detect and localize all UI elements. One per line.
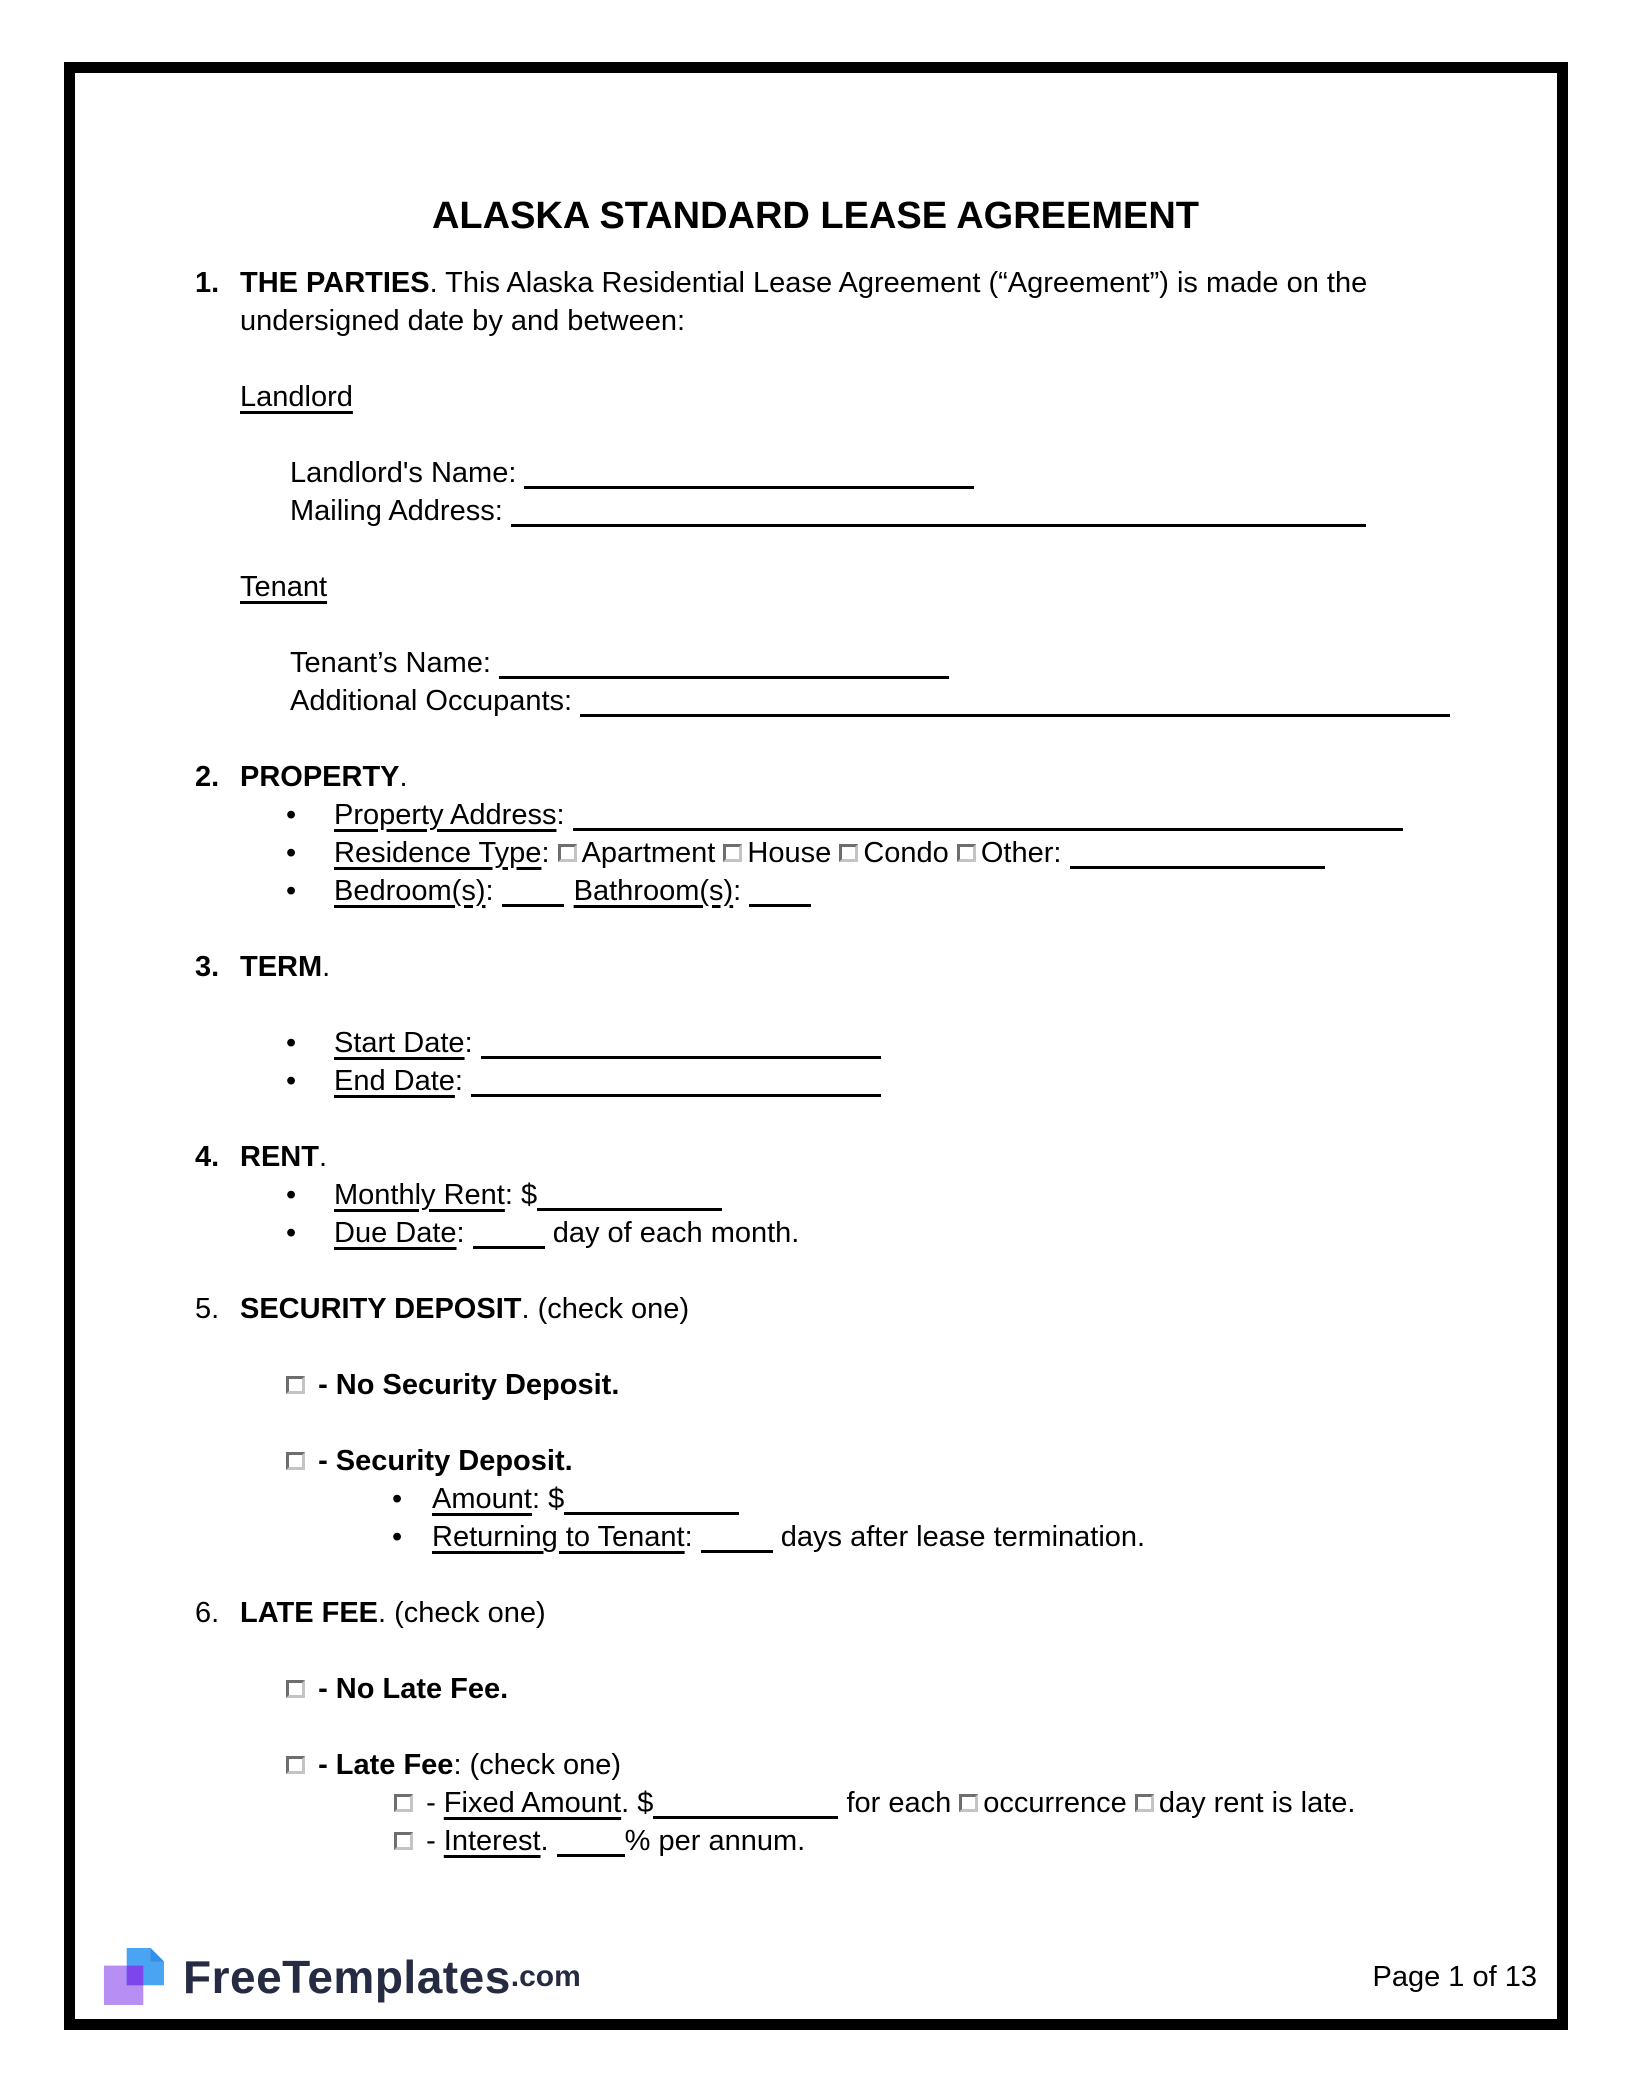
tenant-name-line: [76, 644, 1555, 682]
section-6-heading-tail: . (check one): [378, 1597, 546, 1629]
bathrooms-blank[interactable]: [749, 874, 811, 907]
section-2-period: .: [399, 761, 408, 793]
bullet-icon: •: [286, 1179, 297, 1211]
spacer: [76, 416, 1555, 454]
fixed-amount-blank[interactable]: [653, 1786, 838, 1819]
spacer: [76, 1632, 1555, 1670]
security-deposit-label: - Security Deposit.: [318, 1445, 573, 1477]
page-number: Page 1 of 13: [1372, 1960, 1537, 1993]
spacer: [76, 1100, 1555, 1138]
bullet-icon: •: [286, 799, 297, 831]
spacer: [76, 1252, 1555, 1290]
section-1-heading: THE PARTIES: [240, 267, 430, 299]
house-checkbox[interactable]: [723, 844, 742, 862]
house-option-label: House: [747, 837, 832, 869]
deposit-amount-label: Amount: [432, 1483, 532, 1515]
mailing-address-blank[interactable]: [511, 494, 1366, 527]
landlord-header-line: [76, 378, 1555, 416]
occurrence-label: occurrence: [983, 1787, 1127, 1819]
no-security-deposit-checkbox[interactable]: [286, 1376, 305, 1394]
end-date-blank[interactable]: [471, 1064, 881, 1097]
bullet-icon: •: [392, 1483, 403, 1515]
fixed-amount-line: [76, 1784, 1555, 1822]
late-fee-label: - Late Fee: [318, 1749, 454, 1781]
fixed-amount-label: Fixed Amount: [443, 1787, 622, 1819]
other-residence-blank[interactable]: [1070, 836, 1325, 869]
no-late-fee-line: [76, 1670, 1555, 1708]
returning-label: Returning to Tenant: [432, 1521, 685, 1553]
bedrooms-blank[interactable]: [502, 874, 564, 907]
spacer: [76, 1556, 1555, 1594]
occurrence-checkbox[interactable]: [959, 1794, 978, 1812]
section-5-heading-tail: . (check one): [521, 1293, 690, 1325]
fixed-amount-mid: . $: [621, 1787, 654, 1819]
residence-type-label: Residence Type: [334, 837, 542, 869]
brand-suffix: .com: [510, 1960, 581, 1993]
fixed-for-each: for each: [846, 1787, 952, 1819]
section-3-heading-line: [76, 948, 1555, 986]
additional-occupants-line: [76, 682, 1555, 720]
landlord-header: Landlord: [240, 381, 353, 413]
section-2-number: 2.: [195, 761, 220, 793]
returning-line: [76, 1518, 1555, 1556]
bedrooms-line: [76, 872, 1555, 910]
section-6-heading-line: [76, 1594, 1555, 1632]
no-security-deposit-line: [76, 1366, 1555, 1404]
document-content: [76, 74, 1555, 1860]
no-late-fee-label: - No Late Fee.: [318, 1673, 509, 1705]
bedrooms-label: Bedroom(s): [334, 875, 486, 907]
property-address-blank[interactable]: [573, 798, 1403, 831]
interest-period: .: [540, 1825, 549, 1857]
landlord-name-line: [76, 454, 1555, 492]
section-4-number: 4.: [195, 1141, 220, 1173]
monthly-rent-label: Monthly Rent: [334, 1179, 505, 1211]
end-date-label: End Date: [334, 1065, 455, 1097]
colon: :: [556, 799, 565, 831]
footer: [103, 1944, 1537, 2010]
mailing-address-line: [76, 492, 1555, 530]
due-date-blank[interactable]: [473, 1216, 545, 1249]
due-date-tail: day of each month.: [552, 1217, 800, 1249]
bathrooms-label: Bathroom(s): [573, 875, 734, 907]
interest-tail: % per annum.: [624, 1825, 806, 1857]
deposit-amount-line: [76, 1480, 1555, 1518]
spacer: [76, 720, 1555, 758]
mailing-address-label: Mailing Address:: [290, 495, 503, 527]
property-address-line: [76, 796, 1555, 834]
late-fee-tail: : (check one): [453, 1749, 622, 1781]
dash: -: [426, 1787, 436, 1819]
interest-blank[interactable]: [557, 1824, 625, 1857]
property-address-label: Property Address: [334, 799, 557, 831]
fixed-amount-checkbox[interactable]: [394, 1794, 413, 1812]
bullet-icon: •: [286, 837, 297, 869]
due-date-label: Due Date: [334, 1217, 457, 1249]
section-4-heading: RENT: [240, 1141, 319, 1173]
spacer: [76, 530, 1555, 568]
colon: :: [454, 1065, 463, 1097]
section-5-heading: SECURITY DEPOSIT: [240, 1293, 522, 1325]
landlord-name-blank[interactable]: [524, 456, 974, 489]
landlord-name-label: Landlord's Name:: [290, 457, 517, 489]
colon: :: [456, 1217, 465, 1249]
section-4-period: .: [318, 1141, 328, 1173]
colon: :: [684, 1521, 693, 1553]
bullet-icon: •: [286, 1027, 297, 1059]
section-5-number: 5.: [195, 1293, 220, 1325]
end-date-line: [76, 1062, 1555, 1100]
section-3-period: .: [322, 951, 331, 983]
condo-checkbox[interactable]: [839, 844, 858, 862]
returning-tail: days after lease termination.: [780, 1521, 1146, 1553]
bullet-icon: •: [286, 1217, 297, 1249]
start-date-label: Start Date: [334, 1027, 465, 1059]
section-3-number: 3.: [195, 951, 220, 983]
returning-days-blank[interactable]: [701, 1520, 773, 1553]
spacer: [76, 606, 1555, 644]
bullet-icon: •: [286, 875, 297, 907]
residence-type-line: [76, 834, 1555, 872]
colon: :: [541, 837, 550, 869]
other-option-label: Other:: [980, 837, 1062, 869]
document-title: ALASKA STANDARD LEASE AGREEMENT: [431, 195, 1200, 237]
spacer: [76, 1328, 1555, 1366]
additional-occupants-label: Additional Occupants:: [290, 685, 573, 717]
deposit-amount-blank[interactable]: [564, 1482, 739, 1515]
start-date-line: [76, 1024, 1555, 1062]
day-late-checkbox[interactable]: [1135, 1794, 1154, 1812]
condo-option-label: Condo: [863, 837, 949, 869]
bullet-icon: •: [286, 1065, 297, 1097]
section-2-heading: PROPERTY: [240, 761, 400, 793]
colon: :: [733, 875, 742, 907]
section-3-heading: TERM: [240, 951, 323, 983]
day-late-label: day rent is late.: [1158, 1787, 1356, 1819]
late-fee-line: [76, 1746, 1555, 1784]
monthly-rent-prefix: : $: [504, 1179, 538, 1211]
tenant-name-blank[interactable]: [499, 646, 949, 679]
brand-name: FreeTemplates: [183, 1951, 511, 2003]
section-1-text-2: undersigned date by and between:: [240, 305, 686, 337]
additional-occupants-blank[interactable]: [580, 684, 1450, 717]
section-1-text-1: . This Alaska Residential Lease Agreement (“Agreement”) is made on the: [429, 267, 1368, 299]
colon: :: [464, 1027, 473, 1059]
spacer: [76, 340, 1555, 378]
colon: :: [485, 875, 494, 907]
section-1-heading-line: [76, 264, 1555, 302]
deposit-amount-prefix: : $: [531, 1483, 565, 1515]
section-2-heading-line: [76, 758, 1555, 796]
tenant-header-line: [76, 568, 1555, 606]
brand-logo[interactable]: [103, 1948, 581, 2006]
monthly-rent-blank[interactable]: [537, 1178, 722, 1211]
dash: -: [426, 1825, 436, 1857]
monthly-rent-line: [76, 1176, 1555, 1214]
section-6-heading: LATE FEE: [240, 1597, 379, 1629]
other-checkbox[interactable]: [957, 844, 976, 862]
late-fee-checkbox[interactable]: [286, 1756, 305, 1774]
start-date-blank[interactable]: [481, 1026, 881, 1059]
freetemplates-logo-icon: [103, 1948, 167, 2006]
security-deposit-line: [76, 1442, 1555, 1480]
no-late-fee-checkbox[interactable]: [286, 1680, 305, 1698]
section-5-heading-line: [76, 1290, 1555, 1328]
section-1-number: 1.: [195, 267, 220, 299]
tenant-header: Tenant: [240, 571, 328, 603]
spacer: [76, 910, 1555, 948]
spacer: [76, 1708, 1555, 1746]
interest-line: [76, 1822, 1555, 1860]
spacer: [76, 986, 1555, 1024]
interest-checkbox[interactable]: [394, 1832, 413, 1850]
security-deposit-checkbox[interactable]: [286, 1452, 305, 1470]
interest-label: Interest: [443, 1825, 541, 1857]
apartment-option-label: Apartment: [581, 837, 716, 869]
due-date-line: [76, 1214, 1555, 1252]
spacer: [76, 1404, 1555, 1442]
no-security-deposit-label: - No Security Deposit.: [318, 1369, 620, 1401]
section-6-number: 6.: [195, 1597, 220, 1629]
section-4-heading-line: [76, 1138, 1555, 1176]
bullet-icon: •: [392, 1521, 403, 1553]
apartment-checkbox[interactable]: [558, 844, 577, 862]
tenant-name-label: Tenant’s Name:: [290, 647, 491, 679]
